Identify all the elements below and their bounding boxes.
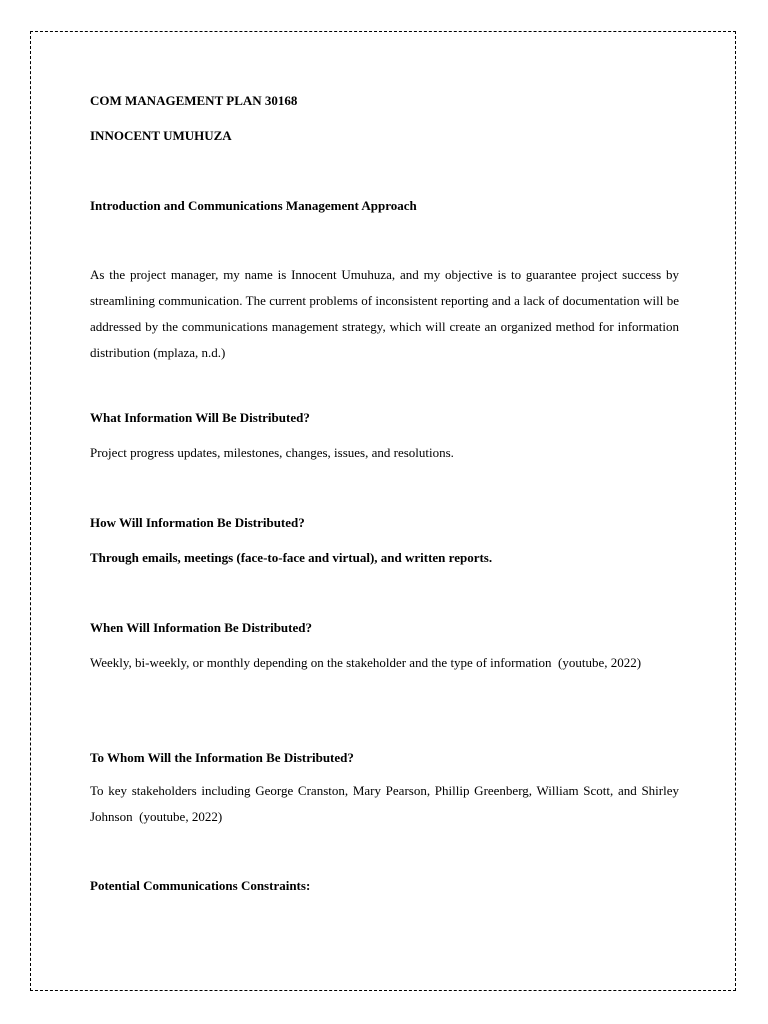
whom-text: To key stakeholders including George Cranston, Mary Pearson, Phillip Greenberg, William Scott, and Shirley Johnson (youtube, 2022) bbox=[90, 783, 679, 824]
constraints-heading: Potential Communications Constraints: bbox=[90, 878, 311, 893]
when-heading: When Will Information Be Distributed? bbox=[90, 620, 312, 635]
when-text: Weekly, bi-weekly, or monthly depending on the stakeholder and the type of information (youtube, 2022) bbox=[90, 655, 642, 670]
what-text: Project progress updates, milestones, changes, issues, and resolutions. bbox=[90, 445, 454, 460]
how-heading: How Will Information Be Distributed? bbox=[90, 515, 305, 530]
intro-paragraph: As the project manager, my name is Innocent Umuhuza, and my objective is to guarantee project success by streamlining communication. The current problems of inconsistent reporting and a lack of documentation will be addressed by the communications management strategy, which will create an organized method for information distribution (mplaza, n.d.) bbox=[90, 267, 679, 360]
whom-heading: To Whom Will the Information Be Distributed? bbox=[90, 750, 354, 765]
document-title: COM MANAGEMENT PLAN 30168 bbox=[90, 93, 298, 108]
intro-heading: Introduction and Communications Management Approach bbox=[90, 198, 417, 213]
what-heading: What Information Will Be Distributed? bbox=[90, 410, 310, 425]
document-author: INNOCENT UMUHUZA bbox=[90, 128, 232, 143]
how-text: Through emails, meetings (face-to-face and virtual), and written reports. bbox=[90, 550, 493, 565]
